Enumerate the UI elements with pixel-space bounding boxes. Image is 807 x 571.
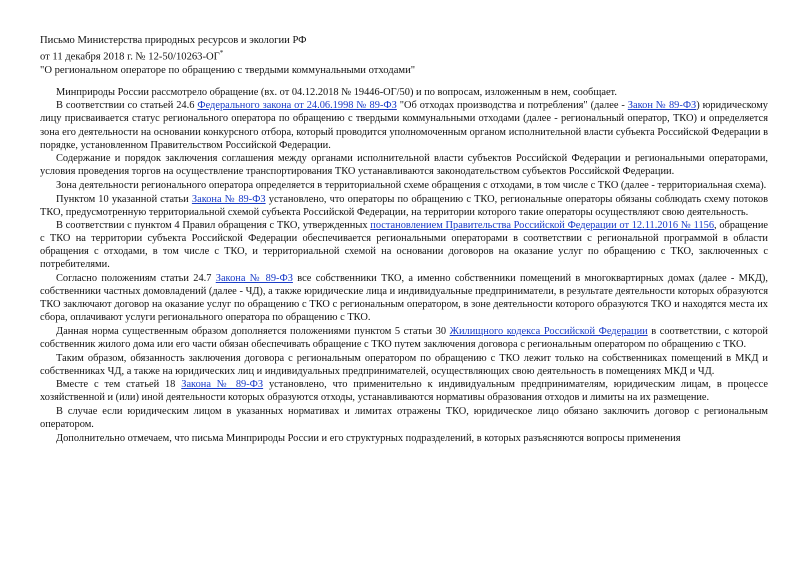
link-government-decree-1156[interactable]: постановлением Правительства Российской Федерации от 12.11.2016 № 1156 (370, 220, 715, 232)
text: ) юридическому лицу присваивается статус регионального оператора по обращению с твердыми коммунальными отходами (далее - региональный оператор, ТКО) и определяется зона его деятельности на основании конкурсного отбора, который проводится уполномоченным органом исполнительной власти субъекта Российской Федерации в порядке, установленном Правительством Российской Федерации. (40, 100, 769, 151)
text: Зона деятельности регионального оператора определяется в территориальной схеме обращения с отходами, в том числе с ТКО (далее - территориальная схема). (56, 179, 767, 191)
paragraph-9 (40, 352, 768, 378)
paragraph-5 (40, 193, 768, 219)
paragraph-2 (40, 99, 768, 151)
text: Содержание и порядок заключения соглашения между органами исполнительной власти субъектов Российской Федерации и региональными операторами, условия проведения торгов на осуществление транспортирования ТКО устанавливаются законодательством субъектов Российской Федерации. (40, 153, 768, 178)
header-subject: "О региональном операторе по обращению с твердыми коммунальными отходами" (40, 65, 416, 77)
paragraph-4 (40, 179, 768, 192)
text: Таким образом, обязанность заключения договора с региональным оператором по обращению с ТКО лежит только на собственниках помещений в МКД и собственниках ЧД, а также на юридических лиц и индивидуальных предпринимателей, осуществляющих свою деятельность в помещениях МКД и ЧД. (40, 352, 768, 377)
text: Данная норма существенным образом дополняется положениями пунктом 5 статьи 30 (56, 325, 450, 337)
paragraph-3 (40, 152, 768, 178)
text: В соответствии со статьей 24.6 (56, 100, 198, 112)
text: Согласно положениям статьи 24.7 (56, 273, 216, 285)
link-housing-code[interactable]: Жилищного кодекса Российской Федерации (449, 325, 648, 337)
link-law-89fz[interactable]: Закона № 89-ФЗ (181, 379, 264, 391)
paragraph-7 (40, 272, 768, 324)
text: Пунктом 10 указанной статьи (56, 193, 192, 205)
link-law-89fz[interactable]: Закона № 89-ФЗ (191, 193, 266, 205)
header-date-number-text: от 11 декабря 2018 г. № 12-50/10263-ОГ (40, 51, 220, 63)
paragraph-8 (40, 325, 768, 351)
footnote-marker: * (219, 49, 224, 58)
text: установлено, что применительно к индивидуальным предпринимателям, юридическим лицам, в процессе хозяйственной и (или) иной деятельности которых образуются отходы, устанавливаются нормативы образования отходов и лимиты на их размещение. (40, 379, 768, 404)
text: , обращение с ТКО на территории субъекта Российской Федерации обеспечивается региональными операторами в соответствии с региональной программой в области обращения с отходами, в том числе с ТКО, и территориальной схемой на основании договоров на оказание услуг по обращению с ТКО, заключенных с потребителями. (40, 220, 768, 271)
text: в соответствии, с которой собственник жилого дома или его части обязан обеспечивать обращение с ТКО путем заключения договора с региональным оператором по обращению с ТКО. (40, 325, 768, 351)
paragraph-10 (40, 378, 768, 404)
header-title: Письмо Министерства природных ресурсов и экологии РФ (40, 35, 307, 46)
document-page (40, 34, 768, 445)
text: В случае если юридическим лицом в указанных нормативах и лимитах отражены ТКО, юридическое лицо обязано заключить договор с региональным оператором. (40, 406, 768, 431)
link-law-89fz[interactable]: Закона № 89-ФЗ (215, 273, 293, 285)
paragraph-1 (40, 86, 768, 99)
text: все собственники ТКО, а именно собственники помещений в многоквартирных домах (далее - МКД), собственники частных домовладений (далее - ЧД), а также юридические лица и индивидуальные предприниматели, в результате деятельности которых образуются ТКО заключают договор на оказание услуг по обращению с ТКО с региональным оператором, в зоне деятельности которого образуются ТКО и находятся места их сбора, оплачивают услуги регионального оператора по обращению с ТКО. (40, 273, 768, 324)
paragraph-6 (40, 219, 768, 271)
text: Вместе с тем статьей 18 (56, 379, 182, 391)
text: Дополнительно отмечаем, что письма Минприроды России и его структурных подразделений, в которых разъясняются вопросы применения (56, 432, 681, 444)
link-federal-law-89fz[interactable]: Федерального закона от 24.06.1998 № 89-ФЗ (197, 100, 397, 112)
paragraph-11 (40, 405, 768, 431)
header-date-number (40, 47, 768, 64)
link-law-89fz[interactable]: Закон № 89-ФЗ (627, 100, 697, 112)
text: "Об отходах производства и потребления" (далее - (396, 100, 628, 112)
text: установлено, что операторы по обращению с ТКО, региональные операторы обязаны соблюдать схему потоков ТКО, предусмотренную территориальной схемой субъекта Российской Федерации, на территории которого такие операторы осуществляют свою деятельность. (40, 193, 768, 218)
text: В соответствии с пунктом 4 Правил обращения с ТКО, утвержденных (56, 220, 371, 232)
paragraph-12 (40, 432, 768, 445)
text: Минприроды России рассмотрело обращение (вх. от 04.12.2018 № 19446-ОГ/50) и по вопросам, изложенным в нем, сообщает. (56, 86, 617, 98)
document-header (40, 34, 768, 78)
